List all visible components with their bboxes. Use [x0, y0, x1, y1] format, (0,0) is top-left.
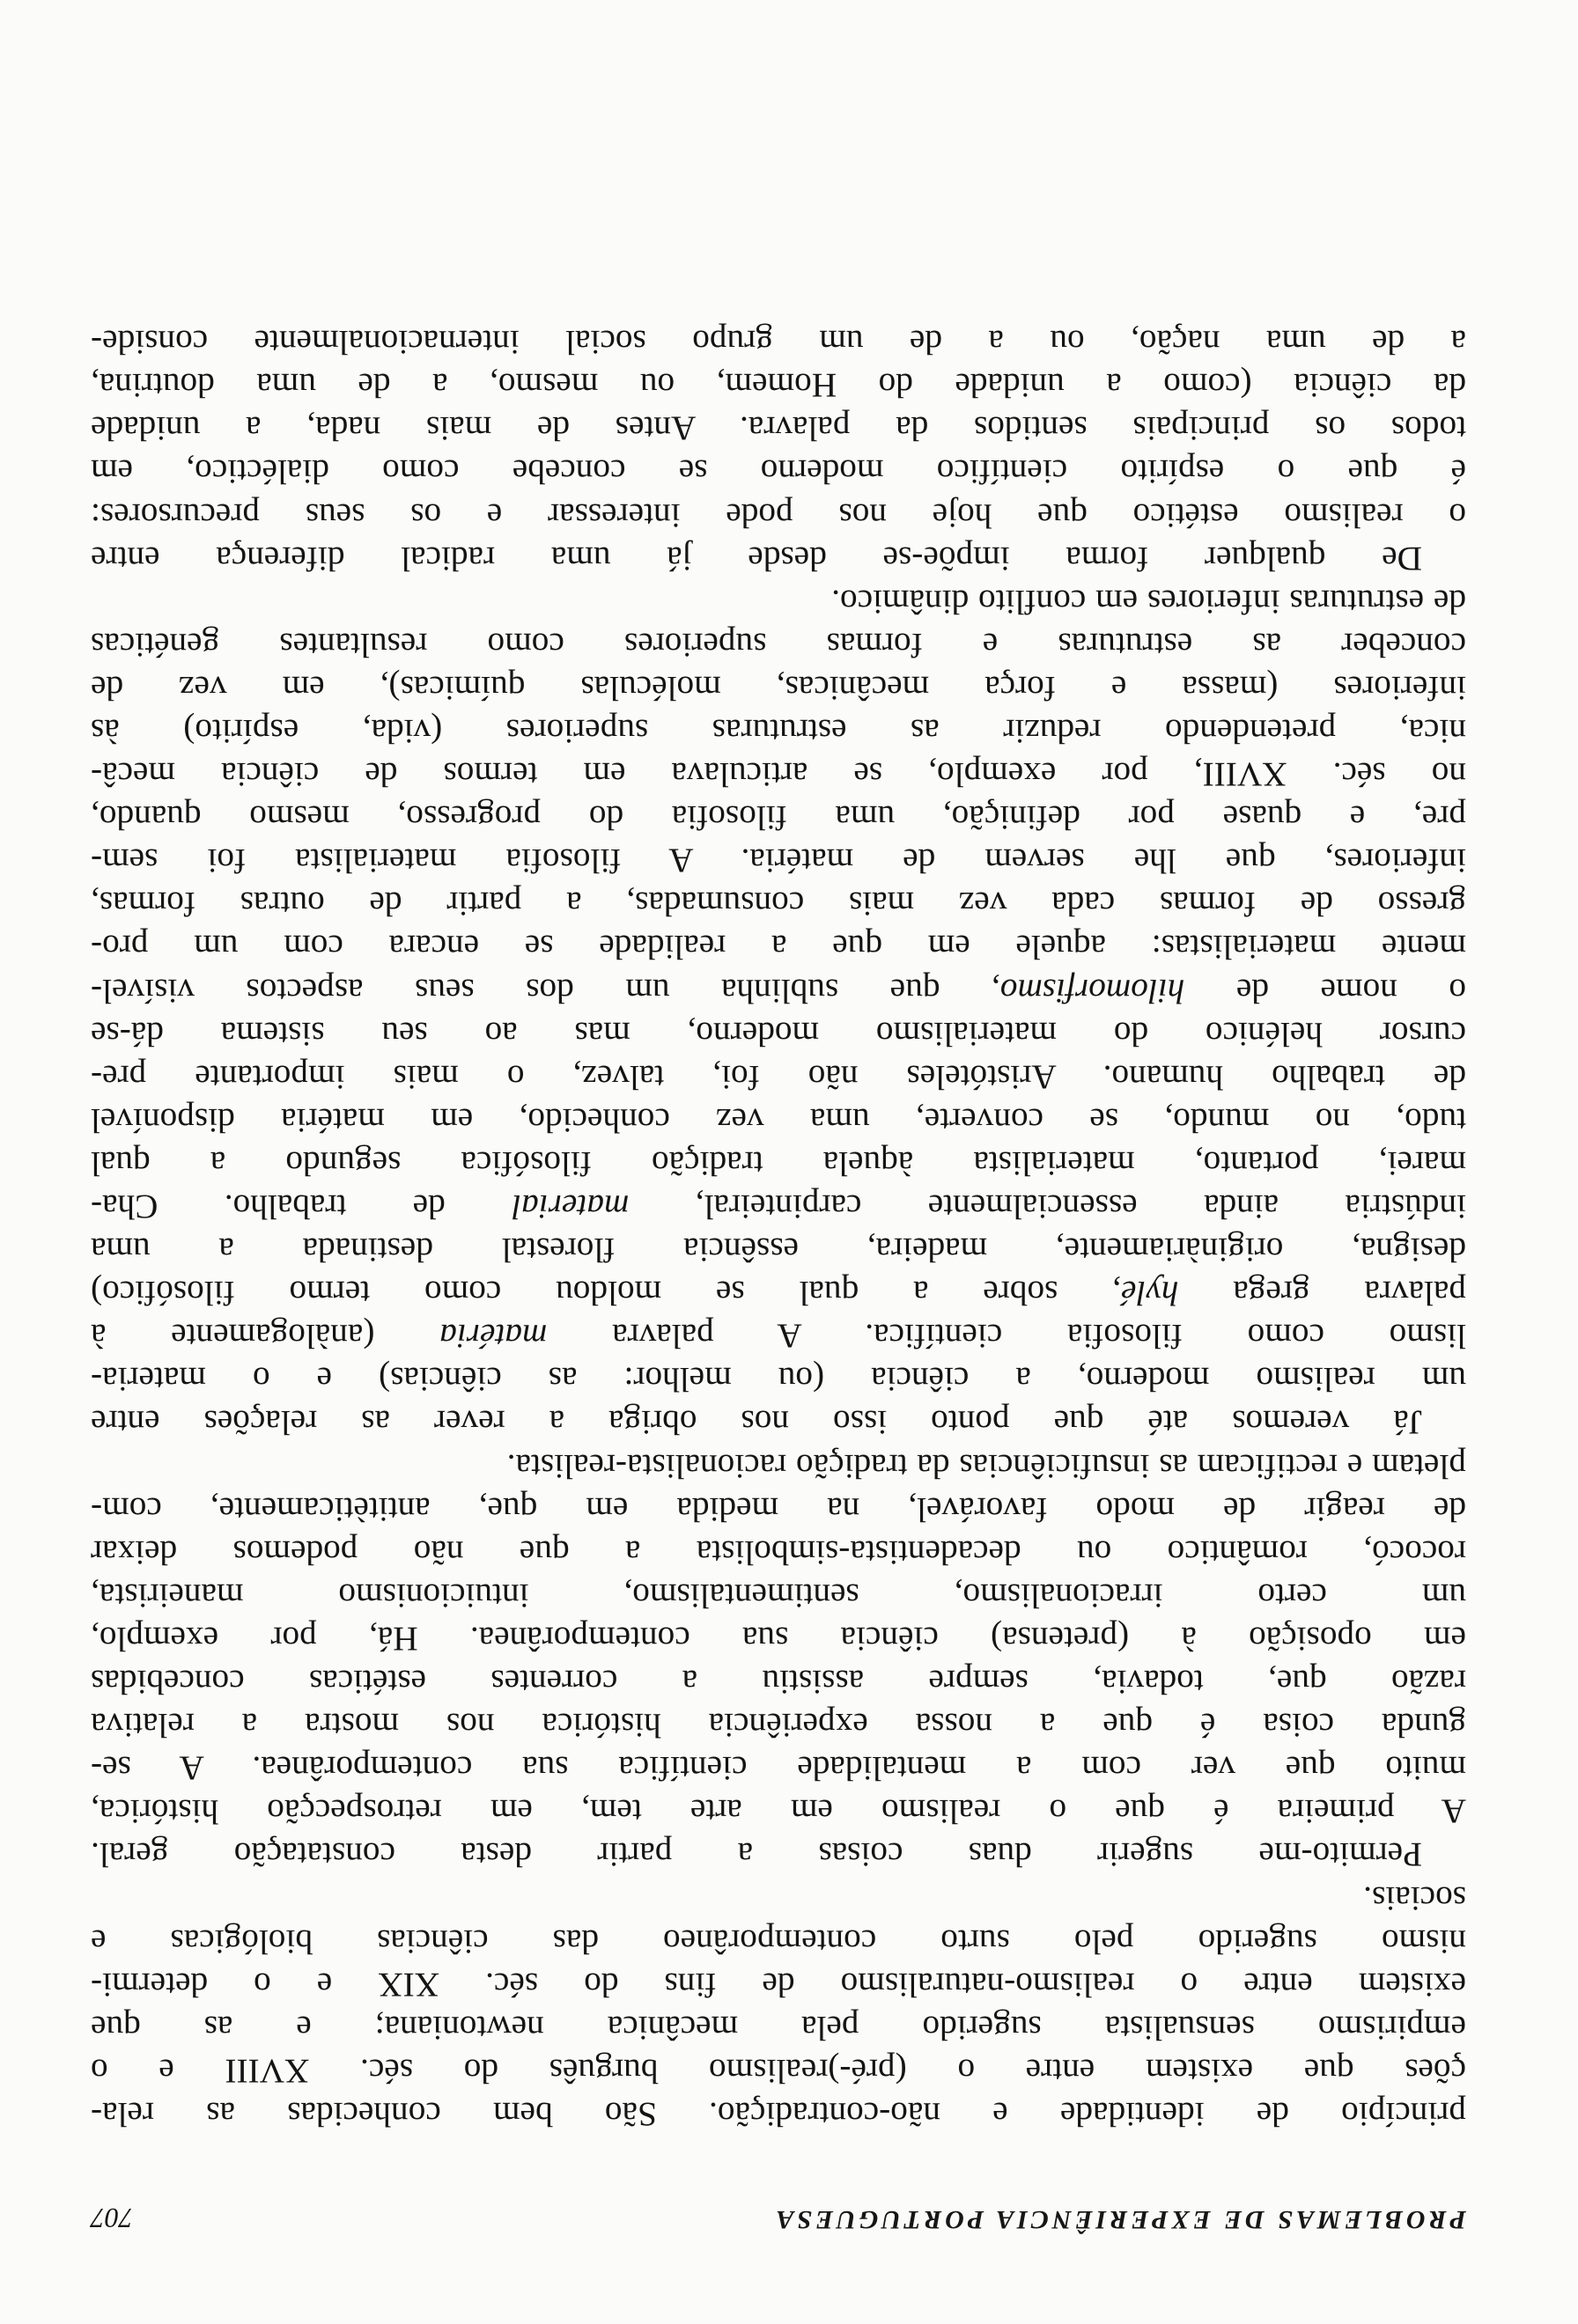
text-line: [91, 1963, 1466, 2006]
text-line: [91, 1228, 1466, 1271]
text-segment: ções que existem entre o (pré-)realismo burguês do séc. XVIII e o: [91, 2051, 1466, 2091]
text-segment: nica, pretendendo reduzir as estruturas superiores (vida, espírito) às: [91, 712, 1466, 751]
running-head: PROBLEMAS DE EXPERIÊNCIA PORTUGUESA: [772, 2205, 1466, 2234]
text-line: [91, 1574, 1466, 1617]
text-line: [91, 796, 1466, 839]
text-segment: marei, portanto, materialista àquela tradição filosófica segundo a qual: [91, 1144, 1466, 1183]
text-segment: o realismo estético que hoje nos pode interessar e os seus precursores:: [91, 496, 1466, 535]
text-line: [91, 623, 1466, 666]
text-line: [91, 1747, 1466, 1790]
page-header: [91, 2190, 1466, 2234]
italic-term: hilomorfismo: [999, 971, 1185, 1011]
text-line: [91, 1920, 1466, 1963]
text-segment: palavra grega: [1178, 1274, 1466, 1313]
text-line: [91, 580, 1466, 623]
text-segment: , sobre a qual se moldou como termo filosófico): [90, 1274, 1122, 1313]
text-segment: o nome de: [1184, 971, 1466, 1011]
text-segment: , que sublinha um dos seus aspectos visível-: [91, 971, 1000, 1011]
text-line: [91, 2049, 1466, 2092]
text-line: [91, 1876, 1466, 1919]
text-line: [91, 537, 1466, 580]
text-segment: no séc. XVIII, por exemplo, se articulava em termos de ciência mecâ-: [91, 755, 1466, 795]
text-segment: de reagir de modo favorável, na medida em que, antitèticamente, com-: [91, 1489, 1466, 1529]
text-segment: Permito-me sugerir duas coisas a partir desta constatação geral.: [91, 1835, 1422, 1875]
text-line: [91, 1617, 1466, 1660]
body-text: [91, 320, 1466, 2136]
text-line: [91, 1703, 1466, 1747]
page-number: 707: [91, 2203, 133, 2234]
text-line: [91, 2092, 1466, 2136]
text-line: [91, 839, 1466, 882]
text-segment: inferiores, que lhe servem de matéria. A filosofia materialista foi sem-: [91, 842, 1466, 881]
text-line: [91, 364, 1466, 407]
text-line: [91, 1445, 1466, 1488]
text-line: [91, 320, 1466, 364]
text-line: [91, 1185, 1466, 1228]
text-segment: gresso de formas cada vez mais consumadas, a partir de outras formas,: [91, 885, 1466, 924]
text-line: [91, 2006, 1466, 2049]
text-line: [91, 882, 1466, 925]
text-segment: lismo como filosofia científica. A palavra: [547, 1317, 1466, 1357]
text-segment: A primeira é que o realismo em arte tem, em retrospecção histórica,: [91, 1792, 1466, 1832]
text-segment: sociais.: [1363, 1879, 1466, 1918]
text-segment: da ciência (como a unidade do Homem, ou mesmo, a de uma doutrina,: [91, 366, 1466, 406]
text-segment: um realismo moderno, a ciência (ou melhor: as ciências) e o materia-: [91, 1360, 1466, 1400]
text-segment: pre, e quase por definição, uma filosofia do progresso, mesmo quando,: [91, 798, 1466, 838]
text-segment: (anàlogamente à: [91, 1317, 440, 1357]
text-segment: conceber as estruturas e formas superiores como resultantes genéticas: [91, 625, 1466, 665]
text-segment: gunda coisa é que a nossa experiência histórica nos mostra a relativa: [91, 1706, 1466, 1746]
text-segment: pletam e rectificam as insuficiências da tradição racionalista-realista.: [506, 1446, 1466, 1486]
text-line: [91, 407, 1466, 450]
text-segment: todos os principais sentidos da palavra. Antes de mais nada, a unidade: [91, 409, 1466, 449]
text-line: [91, 1142, 1466, 1185]
text-segment: de trabalho. Cha-: [91, 1188, 512, 1227]
text-segment: inferiores (massa e força mecânicas, moléculas químicas), em vez de: [91, 668, 1466, 708]
text-line: [91, 1488, 1466, 1531]
text-segment: razão que, todavia, sempre assistiu a correntes estéticas concebidas: [91, 1663, 1466, 1703]
text-segment: muito que ver com a mentalidade científica sua contemporânea. A se-: [91, 1749, 1466, 1789]
text-segment: indústria ainda essencialmente carpinteiral,: [629, 1188, 1466, 1227]
text-segment: Já veremos até que ponto isso nos obriga a rever as relações entre: [91, 1403, 1422, 1443]
text-segment: nismo sugerido pelo surto contemporâneo das ciências biológicas e: [91, 1922, 1466, 1961]
text-segment: mente materialistas: aquele em que a realidade se encara com um pro-: [91, 928, 1466, 967]
text-line: [91, 450, 1466, 493]
text-line: [91, 753, 1466, 796]
text-line: [91, 1401, 1466, 1444]
text-segment: de estruturas inferiores em conflito dinâmico.: [831, 582, 1466, 621]
text-segment: cursor helénico do materialismo moderno, mas ao seu sistema dá-se: [91, 1014, 1466, 1054]
text-segment: empirismo sensualista sugerido pela mecânica newtoniana; e as que: [91, 2008, 1466, 2048]
italic-term: matéria: [439, 1317, 548, 1357]
text-segment: existem entre o realismo-naturalismo de fins do séc. XIX e o determi-: [91, 1965, 1466, 2004]
text-line: [91, 1012, 1466, 1055]
text-line: [91, 1271, 1466, 1314]
text-segment: de trabalho humano. Aristóteles não foi, talvez, o mais importante pre-: [91, 1057, 1466, 1097]
text-line: [91, 710, 1466, 753]
text-segment: designa, originàriamente, madeira, essência florestal destinada a uma: [91, 1231, 1466, 1270]
text-line: [91, 1833, 1466, 1876]
text-line: [91, 1660, 1466, 1703]
text-line: [91, 1099, 1466, 1142]
text-line: [91, 1314, 1466, 1357]
text-segment: princípio de identidade e não-contradição. São bem conhecidas as rela-: [91, 2095, 1466, 2134]
text-line: [91, 1055, 1466, 1099]
text-segment: De qualquer forma impõe-se desde já uma radical diferença entre: [91, 539, 1422, 578]
text-segment: rococó, romântico ou decadentista-simbolista a que não podemos deixar: [91, 1533, 1466, 1572]
text-segment: em oposição à (pretensa) ciência sua contemporânea. Há, por exemplo,: [91, 1619, 1466, 1658]
text-line: [91, 1531, 1466, 1574]
text-segment: é que o espírito científico moderno se concebe como dialéctico, em: [91, 452, 1466, 492]
text-line: [91, 1357, 1466, 1401]
text-line: [91, 1790, 1466, 1833]
italic-term: material: [512, 1188, 630, 1227]
italic-term: hylé: [1121, 1274, 1179, 1313]
text-line: [91, 968, 1466, 1011]
text-segment: um certo irracionalismo, sentimentalismo, intuicionismo maneirista,: [91, 1576, 1466, 1615]
text-segment: a de uma nação, ou a de um grupo social internacionalmente conside-: [91, 323, 1466, 363]
text-line: [91, 925, 1466, 968]
text-segment: tudo, no mundo, se converte, uma vez conhecido, em matéria disponível: [91, 1100, 1466, 1140]
text-line: [91, 666, 1466, 710]
text-line: [91, 493, 1466, 536]
